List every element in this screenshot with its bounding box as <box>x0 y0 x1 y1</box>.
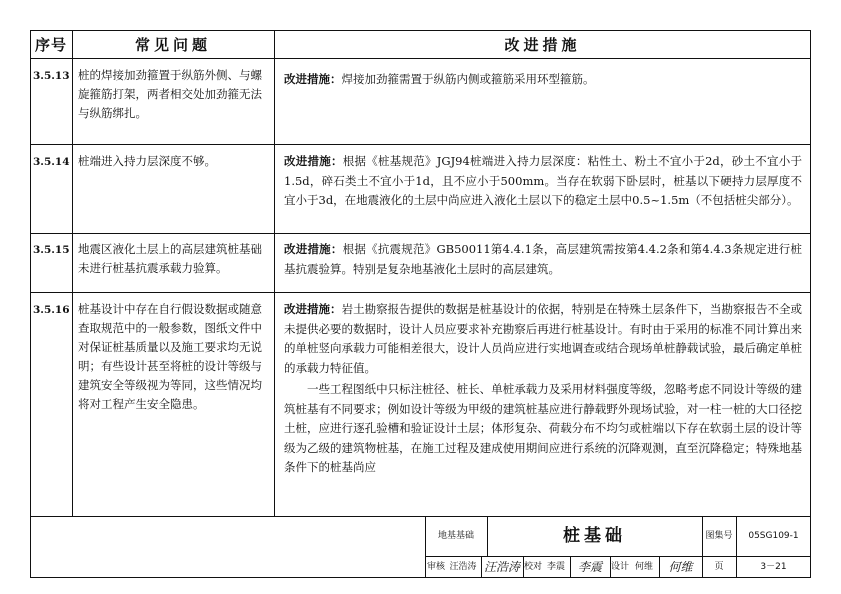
review-label: 审核 <box>426 562 445 572</box>
designer-name: 何维 <box>634 562 653 572</box>
checker-signature: 李震 <box>577 560 602 574</box>
check-label: 校对 <box>523 562 542 572</box>
measure-label: 改进措施： <box>284 72 342 86</box>
title-block-category: 地基基础 <box>437 531 474 541</box>
measure-body: 焊接加劲箍需置于纵筋内侧或箍筋采用环型箍筋。 <box>341 72 595 86</box>
measure-text <box>284 70 802 90</box>
measure-label: 改进措施： <box>284 302 342 316</box>
title-block-top <box>30 516 811 517</box>
row-divider <box>30 292 811 293</box>
problem-text: 桩的焊接加劲箍置于纵筋外侧、与螺旋箍筋打架，两者相交处加劲箍无法与纵筋绑扎。 <box>78 68 262 120</box>
title-block-title: 桩基础 <box>563 526 626 546</box>
designer-signature: 何维 <box>668 560 693 574</box>
measure-body: 根据《抗震规范》GB50011第4.4.1条，高层建筑需按第4.4.2条和第4.4.3条规定进行桩基抗震验算。特别是复杂地基液化土层时的高层建筑。 <box>284 242 802 276</box>
page-label: 页 <box>714 562 724 572</box>
measure-text <box>284 300 802 478</box>
col-divider-problem <box>274 30 275 516</box>
measure-continuation: 一些工程图纸中只标注桩径、桩长、单桩承载力及采用材料强度等级，忽略考虑不同设计等级的建筑桩基有不同要求；例如设计等级为甲级的建筑桩基应进行静载野外现场试验，对一柱一桩的大口径挖土桩，应进行逐孔验槽和验证设计土层；体形复杂、荷载分布不均匀或桩端以下存在软弱土层的设计等级为乙级的建筑物桩基，在施工过程及建成使用期间应进行系统的沉降观测，直至沉降稳定；特殊地基条件下的桩基尚应 <box>284 382 802 474</box>
problem-text: 地震区液化土层上的高层建筑桩基础未进行桩基抗震承载力验算。 <box>78 242 262 275</box>
col-divider-no <box>72 30 73 516</box>
measure-body: 岩土勘察报告提供的数据是桩基设计的依据，特别是在特殊土层条件下，当勘察报告不全或未提供必要的数据时，设计人员应要求补充勘察后再进行桩基设计。有时由于采用的标准不同计算出来的单桩竖向承载力可能相差很大，设计人员尚应进行实地调查或结合现场单桩静载试验，最后确定单桩的承载力特征值。 <box>284 302 803 375</box>
measure-text <box>284 152 802 211</box>
row-number: 3.5.13 <box>33 70 70 82</box>
header-problem: 常见问题 <box>134 36 211 54</box>
row-divider <box>30 144 811 145</box>
problem-text: 桩基设计中存在自行假设数据或随意查取规范中的一般参数，图纸文件中对保证桩基质量以及施工要求均无说明；有些设计甚至将桩的设计等级与建筑安全等级视为等同，这些情况均将对工程产生安全隐患。 <box>78 302 262 411</box>
reviewer-name: 汪浩涛 <box>449 562 477 572</box>
row-divider <box>30 233 811 234</box>
checker-name: 李震 <box>546 562 565 572</box>
measure-label: 改进措施： <box>284 242 343 256</box>
problem-text: 桩端进入持力层深度不够。 <box>78 154 216 168</box>
page-number: 3－21 <box>760 562 787 572</box>
row-number: 3.5.15 <box>33 244 70 256</box>
measure-label: 改进措施： <box>284 154 343 168</box>
measure-body: 根据《桩基规范》JGJ94桩端进入持力层深度：粘性土、粉土不宜小于2d，砂土不宜小于1.5d，碎石类土不宜小于1d，且不应小于500mm。当存在软弱下卧层时，桩基以下硬持力层厚度不宜小于3d，在地震液化的土层中尚应进入液化土层以下的稳定土层中0.5~1.5m（不包括桩尖部分）。 <box>284 154 803 207</box>
measure-text <box>284 240 802 279</box>
header-measure: 改进措施 <box>504 36 581 54</box>
header-divider <box>30 58 811 59</box>
row-number: 3.5.16 <box>33 304 70 316</box>
design-label: 设计 <box>610 562 629 572</box>
header-no: 序号 <box>34 36 67 54</box>
row-number: 3.5.14 <box>33 156 70 168</box>
atlas-number: 05SG109-1 <box>748 531 799 541</box>
reviewer-signature: 汪浩涛 <box>483 560 520 574</box>
atlas-label: 图集号 <box>705 531 733 541</box>
